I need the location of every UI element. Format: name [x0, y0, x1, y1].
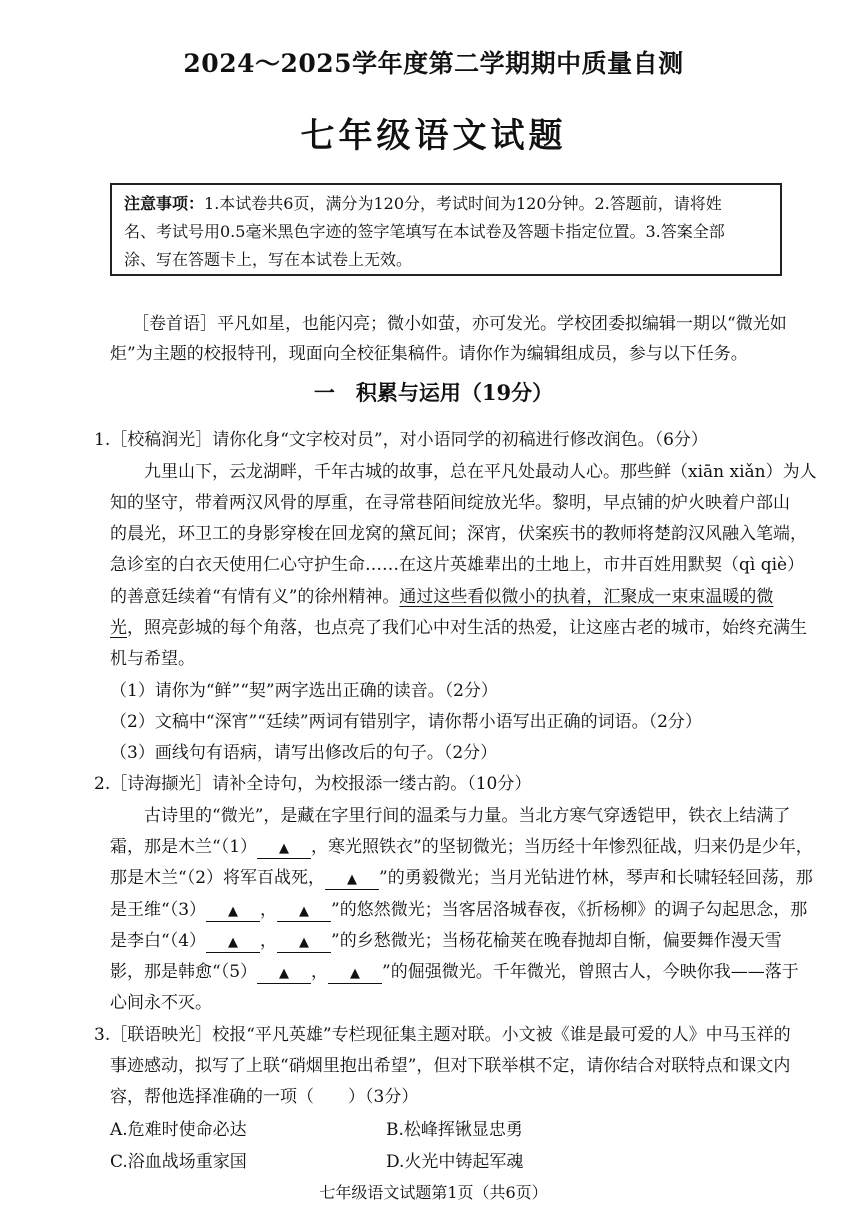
notice-label: 注意事项： — [124, 194, 205, 213]
option-d[interactable]: D.火光中铸起军魂 — [386, 1152, 524, 1172]
answer-blank[interactable]: ▲ — [328, 963, 382, 984]
q2-stem: 2.［诗海撷光］请补全诗句，为校报添一缕古韵。（10分） — [94, 774, 532, 794]
option-c[interactable]: C.浴血战场重家国 — [110, 1152, 247, 1172]
q2-line-3: 那是木兰“（2）将军百战死， ▲ ”的勇毅微光；当月光钻进竹林，琴声和长啸轻轻回荡，那 — [110, 868, 813, 888]
q1-sub-2: （2）文稿中“深宵”“廷续”两词有错别字，请你帮小语写出正确的词语。（2分） — [110, 712, 702, 732]
q2-line-2: 霜，那是木兰“（1） ▲ ，寒光照铁衣”的坚韧微光；当历经十年惨烈征战，归来仍是少年， — [110, 837, 813, 857]
q1-passage-line-2: 知的坚守，带着两汉风骨的厚重，在寻常巷陌间绽放光华。黎明，早点铺的炉火映着户部山 — [110, 493, 790, 513]
answer-blank[interactable]: ▲ — [206, 932, 260, 953]
answer-blank[interactable]: ▲ — [257, 838, 311, 859]
answer-blank[interactable]: ▲ — [325, 869, 379, 890]
intro-line-2: 炬”为主题的校报特刊，现面向全校征集稿件。请你作为编辑组成员，参与以下任务。 — [110, 344, 748, 364]
exam-header: 2024～2025学年度第二学期期中质量自测 — [183, 49, 684, 78]
intro-line-1: ［卷首语］平凡如星，也能闪亮；微小如萤，亦可发光。学校团委拟编辑一期以“微光如 — [132, 314, 787, 334]
q2-line-7: 心间永不灭。 — [110, 993, 212, 1013]
option-b[interactable]: B.松峰挥锹显忠勇 — [386, 1120, 523, 1140]
answer-blank[interactable]: ▲ — [257, 963, 311, 984]
answer-blank[interactable]: ▲ — [277, 901, 331, 922]
notice-line-1: 注意事项：1.本试卷共6页，满分为120分，考试时间为120分钟。2.答题前，请将姓 — [124, 194, 722, 213]
q1-passage-line-1: 九里山下，云龙湖畔，千年古城的故事，总在平凡处最动人心。那些鲜（xiān xiǎn）为人 — [144, 462, 817, 482]
q1-sub-3: （3）画线句有语病，请写出修改后的句子。（2分） — [110, 743, 498, 763]
q1-passage-line-6: 光，照亮彭城的每个角落，也点亮了我们心中对生活的热爱，让这座古老的城市，始终充满生 — [110, 618, 807, 638]
q2-line-5: 是李白“（4） ▲ ， ▲ ”的乡愁微光；当杨花榆荚在晚春抛却自惭，偏要舞作漫天雪 — [110, 931, 782, 951]
q1-passage-line-4: 急诊室的白衣天使用仁心守护生命……在这片英雄辈出的土地上，市井百姓用默契（qì qiè） — [110, 555, 805, 575]
q3-line-1: 3.［联语映光］校报“平凡英雄”专栏现征集主题对联。小文被《谁是最可爱的人》中马玉祥的 — [94, 1025, 791, 1045]
option-a[interactable]: A.危难时使命必达 — [110, 1120, 247, 1140]
q2-line-1: 古诗里的“微光”，是藏在字里行间的温柔与力量。当北方寒气穿透铠甲，铁衣上结满了 — [144, 806, 791, 826]
q1-passage-line-5: 的善意廷续着“有情有义”的徐州精神。通过这些看似微小的执着，汇聚成一束束温暖的微 — [110, 587, 774, 607]
q2-line-4: 是王维“（3） ▲ ， ▲ ”的悠然微光；当客居洛城春夜，《折杨柳》的调子勾起思念，那 — [110, 900, 808, 920]
section-heading: 一 积累与运用（19分） — [313, 380, 554, 405]
underlined-sentence-part-1: 通过这些看似微小的执着，汇聚成一束束温暖的微 — [399, 587, 774, 607]
exam-title: 七年级语文试题 — [300, 116, 567, 156]
q3-line-2: 事迹感动，拟写了上联“硝烟里抱出希望”，但对下联举棋不定，请你结合对联特点和课文内 — [110, 1056, 791, 1076]
q1-passage-line-7: 机与希望。 — [110, 649, 195, 669]
underlined-sentence-part-2: 光 — [110, 618, 127, 638]
notice-line-3: 涂、写在答题卡上，写在本试卷上无效。 — [124, 250, 413, 269]
page-footer: 七年级语文试题第1页（共6页） — [319, 1183, 548, 1202]
notice-box — [110, 183, 782, 276]
notice-line-2: 名、考试号用0.5毫米黑色字迹的签字笔填写在本试卷及答题卡指定位置。3.答案全部 — [124, 222, 725, 241]
q1-stem: 1.［校稿润光］请你化身“文字校对员”，对小语同学的初稿进行修改润色。（6分） — [94, 430, 708, 450]
q1-passage-line-3: 的晨光，环卫工的身影穿梭在回龙窝的黛瓦间；深宵，伏案疾书的教师将楚韵汉风融入笔端， — [110, 524, 807, 544]
answer-blank[interactable]: ▲ — [277, 932, 331, 953]
q3-line-3: 容，帮他选择准确的一项（ ）（3分） — [110, 1087, 419, 1107]
q1-sub-1: （1）请你为“鲜”“契”两字选出正确的读音。（2分） — [110, 681, 498, 701]
answer-blank[interactable]: ▲ — [206, 901, 260, 922]
q2-line-6: 影，那是韩愈“（5） ▲ ， ▲ ”的倔强微光。千年微光，曾照古人，今映你我——落于 — [110, 962, 799, 982]
